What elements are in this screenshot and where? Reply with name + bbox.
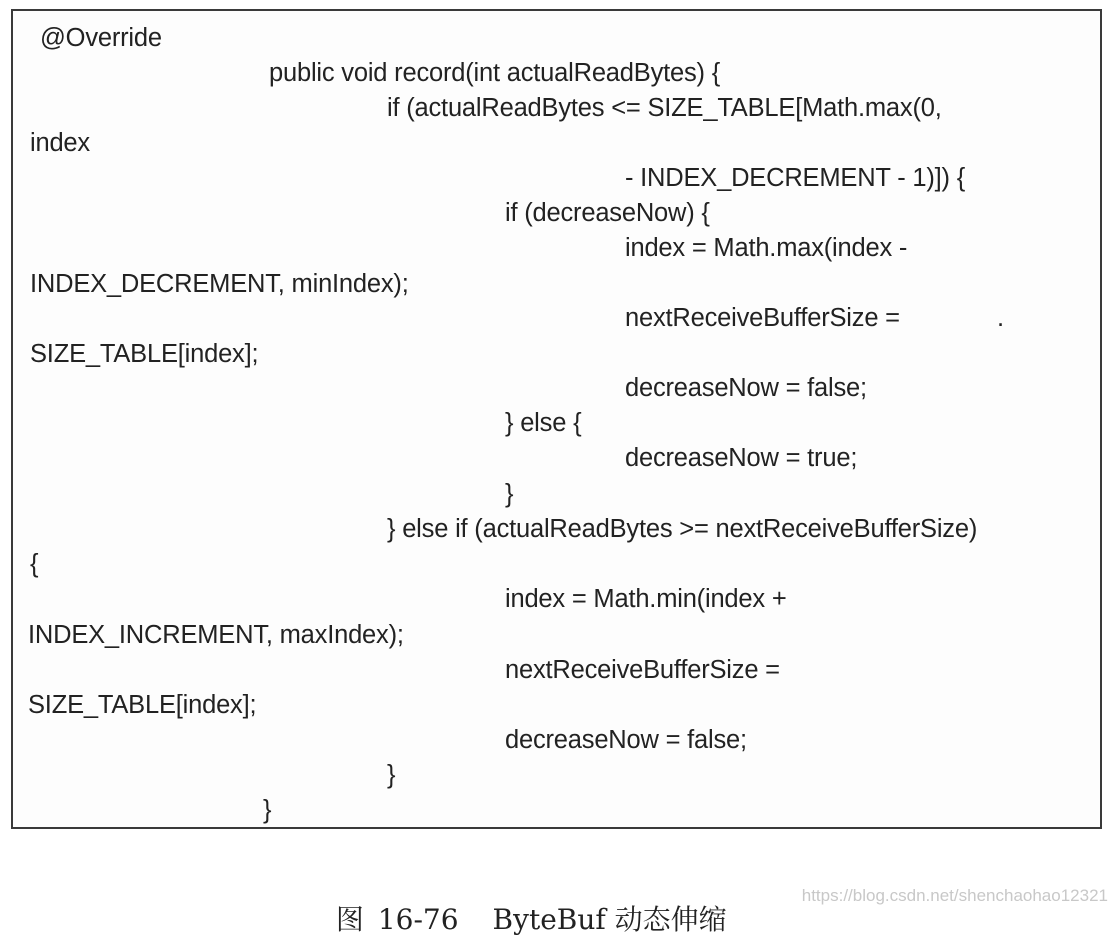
code-line-7: index = Math.max(index - <box>625 234 908 262</box>
code-line-9: nextReceiveBufferSize = <box>625 304 900 332</box>
code-line-18: INDEX_INCREMENT, maxIndex); <box>28 621 404 649</box>
code-line-8: INDEX_DECREMENT, minIndex); <box>30 270 409 298</box>
code-line-22: } <box>387 761 396 789</box>
code-line-11: decreaseNow = false; <box>625 374 867 402</box>
caption-prefix: 图 <box>335 903 364 936</box>
code-line-21: decreaseNow = false; <box>505 726 747 754</box>
code-line-17: index = Math.min(index + <box>505 585 787 613</box>
code-line-19: nextReceiveBufferSize = <box>505 656 780 684</box>
code-line-stray-dot: . <box>997 304 1004 332</box>
code-line-15: } else if (actualReadBytes >= nextReceiveBufferSize) <box>387 515 978 543</box>
code-line-20: SIZE_TABLE[index]; <box>28 691 257 719</box>
code-line-5: - INDEX_DECREMENT - 1)]) { <box>625 164 966 192</box>
code-line-4: index <box>30 129 90 157</box>
code-line-2: public void record(int actualReadBytes) { <box>269 59 721 87</box>
code-line-13: decreaseNow = true; <box>625 444 858 472</box>
code-line-1: @Override <box>40 24 162 52</box>
figure-caption <box>318 866 727 938</box>
code-line-23: } <box>263 796 272 824</box>
code-line-16: { <box>30 550 39 578</box>
code-line-10: SIZE_TABLE[index]; <box>30 340 259 368</box>
code-line-12: } else { <box>505 409 582 437</box>
watermark-url: https://blog.csdn.net/shenchaohao12321 <box>801 886 1108 905</box>
code-line-14: } <box>505 480 514 508</box>
caption-title: ByteBuf 动态伸缩 <box>492 903 727 936</box>
code-listing-box <box>11 9 1102 829</box>
code-line-6: if (decreaseNow) { <box>505 199 710 227</box>
code-line-3: if (actualReadBytes <= SIZE_TABLE[Math.max(0, <box>387 94 942 122</box>
caption-number: 16-76 <box>377 903 459 936</box>
